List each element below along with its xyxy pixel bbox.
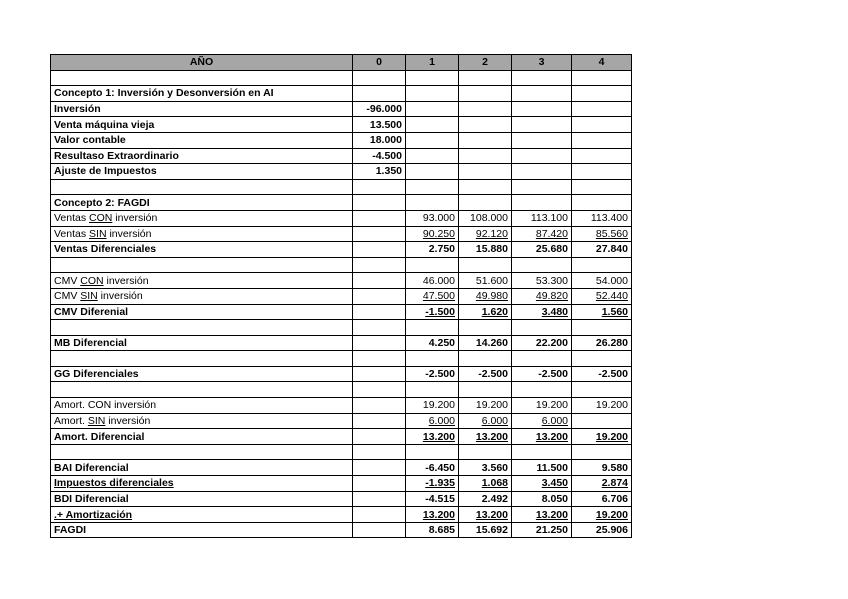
- cell-value: 54.000: [572, 273, 632, 289]
- label-suffix: inversión: [103, 274, 149, 287]
- amort-sin-row: [51, 413, 632, 429]
- header-year-4: 4: [572, 55, 632, 71]
- gg-dif-row: [51, 366, 632, 382]
- cell-value: 13.200: [512, 429, 572, 445]
- label-suffix: inversión: [112, 212, 158, 225]
- cell-value: 13.500: [353, 117, 406, 133]
- cell-value: 85.560: [572, 226, 632, 242]
- cmv-sin-row: [51, 288, 632, 304]
- cell-value: 87.420: [512, 226, 572, 242]
- inversion-row: [51, 101, 632, 117]
- mb-dif-row: [51, 335, 632, 351]
- ventas-dif-row: [51, 242, 632, 258]
- ventas-sin-row: [51, 226, 632, 242]
- cell-value: 19.200: [459, 398, 512, 414]
- label-prefix: CMV: [54, 274, 81, 287]
- cell-value: 3.450: [512, 476, 572, 492]
- row-label: [51, 273, 353, 289]
- label-underlined: SIN: [80, 290, 98, 303]
- cell-value: -4.500: [353, 148, 406, 164]
- amortizacion-row: [51, 507, 632, 523]
- cell-value: 1.560: [572, 304, 632, 320]
- row-label: [51, 413, 353, 429]
- empty-row: [51, 444, 632, 460]
- cell-value: 13.200: [512, 507, 572, 523]
- cell-value: 15.692: [459, 522, 512, 538]
- impuestos-dif-row: [51, 476, 632, 492]
- label-underlined: SIN: [87, 414, 106, 427]
- ajuste-impuestos-row: [51, 164, 632, 180]
- label-suffix: inversión: [106, 227, 152, 240]
- row-label: FAGDI: [51, 522, 353, 538]
- cell-value: 6.000: [459, 413, 512, 429]
- cell-value: -1.935: [406, 476, 459, 492]
- cell-value: 15.880: [459, 242, 512, 258]
- cell-value: 9.580: [572, 460, 632, 476]
- concepto1-title: Concepto 1: Inversión y Desonversión en AI: [51, 86, 353, 102]
- row-label: Valor contable: [51, 132, 353, 148]
- header-year-label: AÑO: [51, 55, 353, 71]
- cell-value: 19.200: [512, 398, 572, 414]
- empty-row: [51, 179, 632, 195]
- cell-value: 1.068: [459, 476, 512, 492]
- row-label: BDI Diferencial: [51, 491, 353, 507]
- resultado-extraordinario-row: [51, 148, 632, 164]
- cell-value: 6.000: [406, 413, 459, 429]
- row-label: CMV Diferenial: [51, 304, 353, 320]
- empty-row: [51, 320, 632, 336]
- cmv-con-row: [51, 273, 632, 289]
- amort-con-row: [51, 398, 632, 414]
- row-label: MB Diferencial: [51, 335, 353, 351]
- cell-value: 19.200: [572, 507, 632, 523]
- row-label: Inversión: [51, 101, 353, 117]
- cmv-dif-row: [51, 304, 632, 320]
- cell-value: 13.200: [406, 429, 459, 445]
- cell-value: 6.706: [572, 491, 632, 507]
- cell-value: -6.450: [406, 460, 459, 476]
- cell-value: 8.050: [512, 491, 572, 507]
- cell-value: 13.200: [459, 429, 512, 445]
- valor-contable-row: [51, 132, 632, 148]
- bai-dif-row: [51, 460, 632, 476]
- label-prefix: Ventas: [54, 227, 90, 240]
- header-year-3: 3: [512, 55, 572, 71]
- row-label: Resultaso Extraordinario: [51, 148, 353, 164]
- empty-row: [51, 382, 632, 398]
- concepto2-title: Concepto 2: FAGDI: [51, 195, 353, 211]
- header-row: [51, 55, 632, 71]
- cell-value: -2.500: [572, 366, 632, 382]
- label-suffix: inversión: [105, 414, 151, 427]
- row-label: Amort. Diferencial: [51, 429, 353, 445]
- cell-value: 13.200: [459, 507, 512, 523]
- cell-value: -2.500: [459, 366, 512, 382]
- cell-value: 4.250: [406, 335, 459, 351]
- venta-maquina-row: [51, 117, 632, 133]
- cell-value: 3.560: [459, 460, 512, 476]
- label-underlined: CON: [89, 212, 113, 225]
- cell-value: -4.515: [406, 491, 459, 507]
- cell-value: 93.000: [406, 210, 459, 226]
- row-label: Amort. CON inversión: [51, 398, 353, 414]
- cell-value: 18.000: [353, 132, 406, 148]
- cell-value: 25.680: [512, 242, 572, 258]
- concepto1-title-row: [51, 86, 632, 102]
- cell-value: 2.492: [459, 491, 512, 507]
- cell-value: 49.980: [459, 288, 512, 304]
- cell-value: 14.260: [459, 335, 512, 351]
- header-year-0: 0: [353, 55, 406, 71]
- cell-value: 19.200: [406, 398, 459, 414]
- cell-value: 2.874: [572, 476, 632, 492]
- amort-dif-row: [51, 429, 632, 445]
- row-label: .+ Amortización: [51, 507, 353, 523]
- label-underlined: CON: [80, 274, 104, 287]
- cell-value: 13.200: [406, 507, 459, 523]
- cell-value: 6.000: [512, 413, 572, 429]
- cell-value: 21.250: [512, 522, 572, 538]
- ventas-con-row: [51, 210, 632, 226]
- cell-value: 47.500: [406, 288, 459, 304]
- cash-flow-table: [50, 54, 632, 538]
- empty-row: [51, 257, 632, 273]
- cell-value: -2.500: [406, 366, 459, 382]
- header-year-2: 2: [459, 55, 512, 71]
- cell-value: 19.200: [572, 398, 632, 414]
- row-label: [51, 210, 353, 226]
- cell-value: 8.685: [406, 522, 459, 538]
- cell-value: 49.820: [512, 288, 572, 304]
- row-label: BAI Diferencial: [51, 460, 353, 476]
- cell-value: 113.400: [572, 210, 632, 226]
- row-label: Ventas Diferenciales: [51, 242, 353, 258]
- cell-value: 27.840: [572, 242, 632, 258]
- cell-value: 22.200: [512, 335, 572, 351]
- cell-value: 1.620: [459, 304, 512, 320]
- cell-value: 53.300: [512, 273, 572, 289]
- cell-value: -1.500: [406, 304, 459, 320]
- cell-value: 11.500: [512, 460, 572, 476]
- label-prefix: CMV: [54, 290, 81, 303]
- label-prefix: Ventas: [54, 212, 90, 225]
- cell-value: 25.906: [572, 522, 632, 538]
- concepto2-title-row: [51, 195, 632, 211]
- label-suffix: inversión: [97, 290, 143, 303]
- cell-value: -96.000: [353, 101, 406, 117]
- bdi-dif-row: [51, 491, 632, 507]
- cell-value: 26.280: [572, 335, 632, 351]
- empty-row: [51, 351, 632, 367]
- cell-value: 92.120: [459, 226, 512, 242]
- empty-row: [51, 70, 632, 86]
- label-prefix: Amort.: [54, 414, 88, 427]
- label-underlined: SIN: [89, 227, 107, 240]
- row-label: [51, 288, 353, 304]
- cell-value: 52.440: [572, 288, 632, 304]
- cell-value: 51.600: [459, 273, 512, 289]
- cell-value: 108.000: [459, 210, 512, 226]
- cell-value: 3.480: [512, 304, 572, 320]
- row-label: Ajuste de Impuestos: [51, 164, 353, 180]
- cell-value: 1.350: [353, 164, 406, 180]
- cell-value: 46.000: [406, 273, 459, 289]
- row-label: Venta máquina vieja: [51, 117, 353, 133]
- cell-value: 90.250: [406, 226, 459, 242]
- row-label: GG Diferenciales: [51, 366, 353, 382]
- cell-value: 113.100: [512, 210, 572, 226]
- fagdi-row: [51, 522, 632, 538]
- cell-value: -2.500: [512, 366, 572, 382]
- cell-value: 2.750: [406, 242, 459, 258]
- row-label: [51, 226, 353, 242]
- header-year-1: 1: [406, 55, 459, 71]
- cell-value: 19.200: [572, 429, 632, 445]
- row-label: Impuestos diferenciales: [51, 476, 353, 492]
